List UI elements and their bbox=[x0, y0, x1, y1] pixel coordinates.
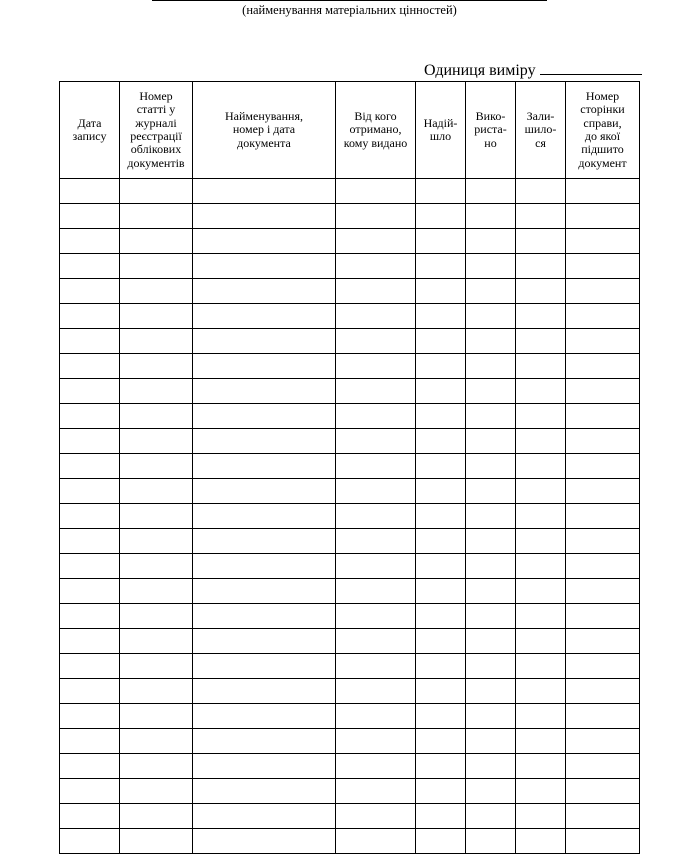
table-cell-used[interactable] bbox=[466, 704, 516, 729]
table-cell-article[interactable] bbox=[120, 729, 193, 754]
table-cell-from_to[interactable] bbox=[336, 704, 416, 729]
table-cell-document[interactable] bbox=[193, 254, 336, 279]
table-cell-used[interactable] bbox=[466, 204, 516, 229]
table-cell-article[interactable] bbox=[120, 179, 193, 204]
table-cell-remaining[interactable] bbox=[516, 504, 566, 529]
table-cell-received[interactable] bbox=[416, 379, 466, 404]
table-cell-remaining[interactable] bbox=[516, 404, 566, 429]
table-cell-page[interactable] bbox=[566, 654, 640, 679]
table-cell-article[interactable] bbox=[120, 579, 193, 604]
table-cell-page[interactable] bbox=[566, 329, 640, 354]
table-cell-from_to[interactable] bbox=[336, 479, 416, 504]
table-cell-from_to[interactable] bbox=[336, 329, 416, 354]
table-cell-received[interactable] bbox=[416, 479, 466, 504]
table-cell-from_to[interactable] bbox=[336, 179, 416, 204]
table-cell-date[interactable] bbox=[60, 404, 120, 429]
table-cell-date[interactable] bbox=[60, 804, 120, 829]
table-cell-article[interactable] bbox=[120, 754, 193, 779]
table-cell-remaining[interactable] bbox=[516, 829, 566, 854]
table-cell-used[interactable] bbox=[466, 779, 516, 804]
table-cell-used[interactable] bbox=[466, 804, 516, 829]
table-cell-article[interactable] bbox=[120, 654, 193, 679]
table-cell-used[interactable] bbox=[466, 454, 516, 479]
table-cell-page[interactable] bbox=[566, 429, 640, 454]
table-cell-document[interactable] bbox=[193, 654, 336, 679]
col-header-received: Надій- шло bbox=[416, 82, 466, 179]
table-cell-document[interactable] bbox=[193, 804, 336, 829]
table-cell-from_to[interactable] bbox=[336, 754, 416, 779]
table-cell-document[interactable] bbox=[193, 329, 336, 354]
col-header-date: Дата запису bbox=[60, 82, 120, 179]
table-cell-remaining[interactable] bbox=[516, 579, 566, 604]
table-cell-used[interactable] bbox=[466, 729, 516, 754]
table-cell-received[interactable] bbox=[416, 529, 466, 554]
table-cell-document[interactable] bbox=[193, 579, 336, 604]
table-cell-received[interactable] bbox=[416, 329, 466, 354]
table-cell-article[interactable] bbox=[120, 279, 193, 304]
table-cell-page[interactable] bbox=[566, 204, 640, 229]
table-cell-used[interactable] bbox=[466, 504, 516, 529]
table-cell-article[interactable] bbox=[120, 479, 193, 504]
table-cell-date[interactable] bbox=[60, 454, 120, 479]
table-cell-date[interactable] bbox=[60, 379, 120, 404]
table-cell-received[interactable] bbox=[416, 404, 466, 429]
table-cell-article[interactable] bbox=[120, 679, 193, 704]
table-cell-remaining[interactable] bbox=[516, 329, 566, 354]
unit-of-measure-blank[interactable] bbox=[540, 59, 642, 75]
table-cell-article[interactable] bbox=[120, 704, 193, 729]
table-cell-remaining[interactable] bbox=[516, 354, 566, 379]
table-cell-remaining[interactable] bbox=[516, 279, 566, 304]
table-cell-used[interactable] bbox=[466, 254, 516, 279]
table-cell-page[interactable] bbox=[566, 454, 640, 479]
table-row bbox=[60, 229, 640, 254]
table-cell-document[interactable] bbox=[193, 779, 336, 804]
table-cell-received[interactable] bbox=[416, 254, 466, 279]
table-cell-used[interactable] bbox=[466, 554, 516, 579]
table-cell-received[interactable] bbox=[416, 679, 466, 704]
table-cell-date[interactable] bbox=[60, 354, 120, 379]
table-cell-from_to[interactable] bbox=[336, 204, 416, 229]
table-cell-received[interactable] bbox=[416, 754, 466, 779]
table-cell-date[interactable] bbox=[60, 604, 120, 629]
table-cell-remaining[interactable] bbox=[516, 179, 566, 204]
table-cell-remaining[interactable] bbox=[516, 729, 566, 754]
table-cell-remaining[interactable] bbox=[516, 204, 566, 229]
table-row bbox=[60, 304, 640, 329]
title-underline bbox=[152, 0, 547, 1]
table-cell-page[interactable] bbox=[566, 529, 640, 554]
table-cell-remaining[interactable] bbox=[516, 254, 566, 279]
table-row bbox=[60, 654, 640, 679]
table-row bbox=[60, 429, 640, 454]
table-cell-used[interactable] bbox=[466, 229, 516, 254]
table-cell-page[interactable] bbox=[566, 229, 640, 254]
table-cell-date[interactable] bbox=[60, 829, 120, 854]
table-cell-from_to[interactable] bbox=[336, 729, 416, 754]
table-cell-from_to[interactable] bbox=[336, 604, 416, 629]
table-cell-from_to[interactable] bbox=[336, 279, 416, 304]
table-cell-received[interactable] bbox=[416, 429, 466, 454]
table-cell-from_to[interactable] bbox=[336, 354, 416, 379]
table-cell-received[interactable] bbox=[416, 579, 466, 604]
col-header-document: Найменування, номер і дата документа bbox=[193, 82, 336, 179]
table-cell-date[interactable] bbox=[60, 704, 120, 729]
table-cell-used[interactable] bbox=[466, 379, 516, 404]
table-cell-received[interactable] bbox=[416, 779, 466, 804]
table-row bbox=[60, 479, 640, 504]
table-cell-page[interactable] bbox=[566, 579, 640, 604]
table-cell-page[interactable] bbox=[566, 379, 640, 404]
table-cell-page[interactable] bbox=[566, 404, 640, 429]
table-cell-page[interactable] bbox=[566, 629, 640, 654]
table-cell-document[interactable] bbox=[193, 604, 336, 629]
table-cell-remaining[interactable] bbox=[516, 429, 566, 454]
table-cell-article[interactable] bbox=[120, 504, 193, 529]
table-cell-article[interactable] bbox=[120, 379, 193, 404]
table-cell-article[interactable] bbox=[120, 804, 193, 829]
table-cell-document[interactable] bbox=[193, 454, 336, 479]
table-cell-received[interactable] bbox=[416, 829, 466, 854]
table-cell-from_to[interactable] bbox=[336, 229, 416, 254]
table-cell-date[interactable] bbox=[60, 654, 120, 679]
material-name-caption: (найменування матеріальних цінностей) bbox=[242, 3, 457, 17]
table-cell-remaining[interactable] bbox=[516, 679, 566, 704]
col-header-remaining: Зали- шило- ся bbox=[516, 82, 566, 179]
table-cell-page[interactable] bbox=[566, 604, 640, 629]
table-cell-page[interactable] bbox=[566, 704, 640, 729]
table-cell-remaining[interactable] bbox=[516, 529, 566, 554]
table-cell-article[interactable] bbox=[120, 254, 193, 279]
table-cell-article[interactable] bbox=[120, 404, 193, 429]
table-cell-document[interactable] bbox=[193, 504, 336, 529]
table-cell-used[interactable] bbox=[466, 754, 516, 779]
table-cell-document[interactable] bbox=[193, 304, 336, 329]
table-cell-date[interactable] bbox=[60, 304, 120, 329]
table-cell-document[interactable] bbox=[193, 679, 336, 704]
table-cell-remaining[interactable] bbox=[516, 454, 566, 479]
table-cell-document[interactable] bbox=[193, 629, 336, 654]
table-cell-document[interactable] bbox=[193, 554, 336, 579]
table-cell-remaining[interactable] bbox=[516, 604, 566, 629]
table-cell-document[interactable] bbox=[193, 204, 336, 229]
table-cell-document[interactable] bbox=[193, 829, 336, 854]
table-cell-page[interactable] bbox=[566, 779, 640, 804]
table-cell-remaining[interactable] bbox=[516, 479, 566, 504]
table-cell-from_to[interactable] bbox=[336, 629, 416, 654]
table-cell-article[interactable] bbox=[120, 304, 193, 329]
table-cell-from_to[interactable] bbox=[336, 429, 416, 454]
table-cell-article[interactable] bbox=[120, 779, 193, 804]
table-cell-received[interactable] bbox=[416, 454, 466, 479]
table-cell-date[interactable] bbox=[60, 429, 120, 454]
table-cell-page[interactable] bbox=[566, 304, 640, 329]
table-cell-from_to[interactable] bbox=[336, 404, 416, 429]
table-cell-page[interactable] bbox=[566, 179, 640, 204]
table-cell-page[interactable] bbox=[566, 679, 640, 704]
table-row bbox=[60, 329, 640, 354]
table-cell-from_to[interactable] bbox=[336, 779, 416, 804]
table-cell-used[interactable] bbox=[466, 429, 516, 454]
table-cell-remaining[interactable] bbox=[516, 754, 566, 779]
col-header-page-number: Номер сторінки справи, до якої підшито документ bbox=[566, 82, 640, 179]
table-cell-received[interactable] bbox=[416, 554, 466, 579]
table-cell-remaining[interactable] bbox=[516, 304, 566, 329]
table-cell-used[interactable] bbox=[466, 279, 516, 304]
table-cell-from_to[interactable] bbox=[336, 254, 416, 279]
table-cell-date[interactable] bbox=[60, 504, 120, 529]
table-cell-used[interactable] bbox=[466, 604, 516, 629]
table-cell-date[interactable] bbox=[60, 729, 120, 754]
table-cell-remaining[interactable] bbox=[516, 779, 566, 804]
table-cell-from_to[interactable] bbox=[336, 504, 416, 529]
table-cell-article[interactable] bbox=[120, 529, 193, 554]
table-cell-date[interactable] bbox=[60, 679, 120, 704]
table-cell-from_to[interactable] bbox=[336, 304, 416, 329]
table-cell-document[interactable] bbox=[193, 754, 336, 779]
table-cell-remaining[interactable] bbox=[516, 379, 566, 404]
table-row bbox=[60, 829, 640, 854]
table-cell-document[interactable] bbox=[193, 404, 336, 429]
table-cell-received[interactable] bbox=[416, 304, 466, 329]
table-cell-article[interactable] bbox=[120, 329, 193, 354]
table-cell-date[interactable] bbox=[60, 329, 120, 354]
table-row bbox=[60, 454, 640, 479]
table-cell-article[interactable] bbox=[120, 204, 193, 229]
table-cell-used[interactable] bbox=[466, 179, 516, 204]
table-cell-article[interactable] bbox=[120, 354, 193, 379]
table-cell-page[interactable] bbox=[566, 829, 640, 854]
table-row bbox=[60, 354, 640, 379]
table-cell-from_to[interactable] bbox=[336, 829, 416, 854]
table-cell-from_to[interactable] bbox=[336, 579, 416, 604]
table-cell-document[interactable] bbox=[193, 729, 336, 754]
table-cell-document[interactable] bbox=[193, 529, 336, 554]
table-cell-date[interactable] bbox=[60, 754, 120, 779]
table-cell-used[interactable] bbox=[466, 529, 516, 554]
table-row bbox=[60, 529, 640, 554]
table-cell-remaining[interactable] bbox=[516, 554, 566, 579]
unit-of-measure-label: Одиниця виміру bbox=[424, 62, 536, 79]
table-cell-page[interactable] bbox=[566, 479, 640, 504]
table-cell-used[interactable] bbox=[466, 654, 516, 679]
table-cell-date[interactable] bbox=[60, 254, 120, 279]
table-cell-date[interactable] bbox=[60, 279, 120, 304]
table-cell-from_to[interactable] bbox=[336, 554, 416, 579]
table-cell-received[interactable] bbox=[416, 229, 466, 254]
table-cell-used[interactable] bbox=[466, 304, 516, 329]
table-row bbox=[60, 204, 640, 229]
table-cell-document[interactable] bbox=[193, 229, 336, 254]
table-row bbox=[60, 579, 640, 604]
table-cell-from_to[interactable] bbox=[336, 679, 416, 704]
table-cell-article[interactable] bbox=[120, 454, 193, 479]
table-cell-document[interactable] bbox=[193, 429, 336, 454]
table-cell-page[interactable] bbox=[566, 504, 640, 529]
table-row bbox=[60, 779, 640, 804]
table-cell-date[interactable] bbox=[60, 779, 120, 804]
table-cell-received[interactable] bbox=[416, 204, 466, 229]
table-cell-remaining[interactable] bbox=[516, 629, 566, 654]
table-cell-used[interactable] bbox=[466, 404, 516, 429]
table-cell-date[interactable] bbox=[60, 554, 120, 579]
table-row bbox=[60, 504, 640, 529]
table-cell-used[interactable] bbox=[466, 354, 516, 379]
table-cell-document[interactable] bbox=[193, 354, 336, 379]
table-cell-remaining[interactable] bbox=[516, 654, 566, 679]
table-cell-received[interactable] bbox=[416, 804, 466, 829]
table-cell-used[interactable] bbox=[466, 479, 516, 504]
table-cell-date[interactable] bbox=[60, 529, 120, 554]
table-cell-received[interactable] bbox=[416, 654, 466, 679]
table-cell-date[interactable] bbox=[60, 179, 120, 204]
table-cell-article[interactable] bbox=[120, 554, 193, 579]
table-cell-received[interactable] bbox=[416, 179, 466, 204]
table-cell-article[interactable] bbox=[120, 604, 193, 629]
table-cell-page[interactable] bbox=[566, 729, 640, 754]
table-cell-received[interactable] bbox=[416, 729, 466, 754]
unit-of-measure bbox=[424, 59, 642, 81]
table-cell-from_to[interactable] bbox=[336, 529, 416, 554]
ledger-table bbox=[59, 81, 640, 854]
table-cell-article[interactable] bbox=[120, 829, 193, 854]
table-row bbox=[60, 629, 640, 654]
table-cell-page[interactable] bbox=[566, 804, 640, 829]
table-cell-received[interactable] bbox=[416, 279, 466, 304]
table-row bbox=[60, 754, 640, 779]
table-cell-page[interactable] bbox=[566, 754, 640, 779]
table-row bbox=[60, 804, 640, 829]
table-cell-document[interactable] bbox=[193, 479, 336, 504]
table-cell-page[interactable] bbox=[566, 554, 640, 579]
table-cell-article[interactable] bbox=[120, 229, 193, 254]
col-header-article-number: Номер статті у журналі реєстрації облікових документів bbox=[120, 82, 193, 179]
table-cell-article[interactable] bbox=[120, 629, 193, 654]
table-cell-document[interactable] bbox=[193, 704, 336, 729]
table-cell-document[interactable] bbox=[193, 379, 336, 404]
table-cell-date[interactable] bbox=[60, 204, 120, 229]
table-row bbox=[60, 604, 640, 629]
table-cell-used[interactable] bbox=[466, 579, 516, 604]
table-cell-used[interactable] bbox=[466, 679, 516, 704]
table-cell-from_to[interactable] bbox=[336, 654, 416, 679]
table-cell-page[interactable] bbox=[566, 279, 640, 304]
table-cell-page[interactable] bbox=[566, 354, 640, 379]
col-header-used: Вико- риста- но bbox=[466, 82, 516, 179]
table-cell-document[interactable] bbox=[193, 279, 336, 304]
table-cell-remaining[interactable] bbox=[516, 704, 566, 729]
table-cell-received[interactable] bbox=[416, 629, 466, 654]
table-cell-from_to[interactable] bbox=[336, 454, 416, 479]
table-cell-from_to[interactable] bbox=[336, 804, 416, 829]
table-cell-received[interactable] bbox=[416, 604, 466, 629]
table-cell-article[interactable] bbox=[120, 429, 193, 454]
table-cell-remaining[interactable] bbox=[516, 229, 566, 254]
table-cell-date[interactable] bbox=[60, 229, 120, 254]
table-cell-from_to[interactable] bbox=[336, 379, 416, 404]
table-row bbox=[60, 679, 640, 704]
table-row bbox=[60, 554, 640, 579]
table-cell-remaining[interactable] bbox=[516, 804, 566, 829]
table-cell-date[interactable] bbox=[60, 579, 120, 604]
table-cell-date[interactable] bbox=[60, 629, 120, 654]
table-cell-received[interactable] bbox=[416, 354, 466, 379]
table-cell-page[interactable] bbox=[566, 254, 640, 279]
table-cell-received[interactable] bbox=[416, 504, 466, 529]
table-row bbox=[60, 729, 640, 754]
ledger-body bbox=[60, 179, 640, 854]
table-row bbox=[60, 404, 640, 429]
table-row bbox=[60, 279, 640, 304]
table-row bbox=[60, 254, 640, 279]
col-header-from-to: Від кого отримано, кому видано bbox=[336, 82, 416, 179]
table-cell-used[interactable] bbox=[466, 329, 516, 354]
table-row bbox=[60, 379, 640, 404]
table-row bbox=[60, 179, 640, 204]
table-cell-used[interactable] bbox=[466, 629, 516, 654]
table-cell-used[interactable] bbox=[466, 829, 516, 854]
table-row bbox=[60, 704, 640, 729]
table-cell-date[interactable] bbox=[60, 479, 120, 504]
table-cell-received[interactable] bbox=[416, 704, 466, 729]
header-row bbox=[60, 82, 640, 179]
table-cell-document[interactable] bbox=[193, 179, 336, 204]
